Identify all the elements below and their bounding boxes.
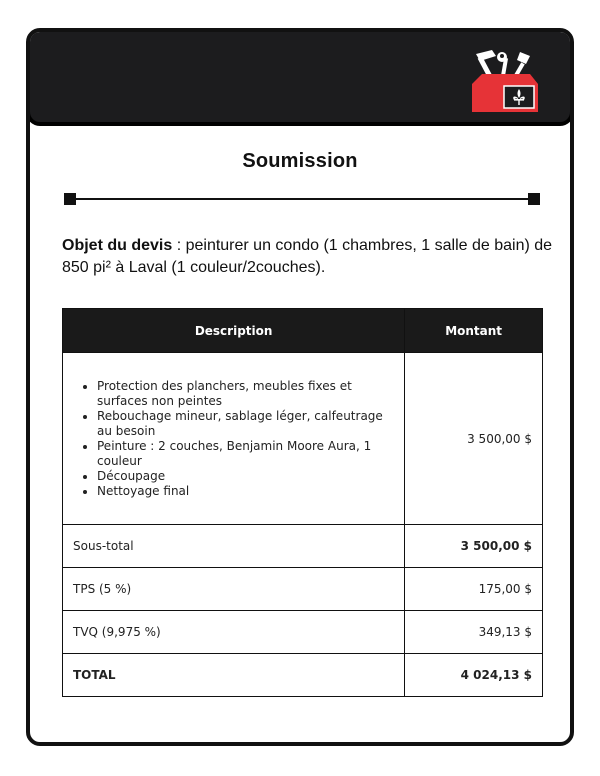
quote-card [26, 28, 574, 746]
toolbox-logo-icon [470, 50, 540, 112]
tps-value: 175,00 $ [405, 568, 543, 611]
object-label: Objet du devis [62, 237, 173, 254]
header-amount: Montant [405, 309, 543, 353]
table-header-row [63, 309, 543, 353]
total-value: 4 024,13 $ [405, 654, 543, 697]
items-list [83, 379, 390, 499]
tvq-label: TVQ (9,975 %) [63, 611, 405, 654]
tps-row [63, 568, 543, 611]
list-item: • Peinture : 2 couches, Benjamin Moore Aura, 1 couleur [97, 439, 390, 469]
subtotal-row [63, 525, 543, 568]
subtotal-value: 3 500,00 $ [405, 525, 543, 568]
page-title: Soumission [242, 150, 358, 172]
tps-label: TPS (5 %) [63, 568, 405, 611]
list-item: • Rebouchage mineur, sablage léger, calfeutrage au besoin [97, 409, 390, 439]
table-row [63, 353, 543, 525]
subtotal-label: Sous-total [63, 525, 405, 568]
list-item: • Découpage [97, 469, 390, 484]
total-label: TOTAL [63, 654, 405, 697]
total-row [63, 654, 543, 697]
list-item: • Nettoyage final [97, 484, 390, 499]
header-description: Description [63, 309, 405, 353]
tvq-row [63, 611, 543, 654]
quote-object [62, 235, 562, 279]
items-amount: 3 500,00 $ [405, 353, 543, 525]
object-text: : peinturer un condo (1 chambres, 1 salle de bain) de 850 pi² à Laval (1 couleur/2couches). [62, 237, 553, 276]
list-item: • Protection des planchers, meubles fixes et surfaces non peintes [97, 379, 390, 409]
items-cell [63, 353, 405, 525]
tvq-value: 349,13 $ [405, 611, 543, 654]
header-bar [26, 28, 574, 126]
title-divider [64, 192, 540, 206]
quote-table [62, 308, 543, 697]
